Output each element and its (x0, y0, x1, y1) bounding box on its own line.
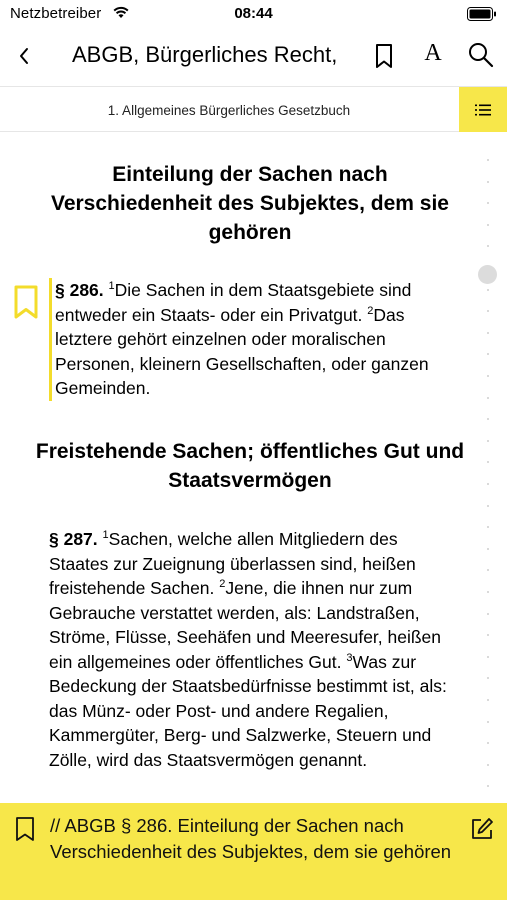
sentence-text: Jene, die ihnen nur zum Gebrauche verstattet werden, als: Landstraßen, Ströme, Flüsse, Seehäfen und Meeresufer, heißen ein allgemeines oder öffentliches Gut. (49, 578, 442, 672)
sentence-number: 3 (346, 651, 353, 664)
scroll-dot (487, 634, 489, 636)
sentence-text: Sachen, welche allen Mitgliedern des Staates zur Zueignung überlassen sind, heißen freistehende Sachen. (49, 529, 416, 598)
paragraph-286[interactable] (49, 278, 461, 401)
back-button[interactable] (14, 42, 34, 70)
status-bar (0, 0, 507, 28)
carrier-label: Netzbetreiber (10, 5, 102, 22)
toc-button[interactable] (459, 87, 507, 132)
scroll-dot (487, 289, 489, 291)
scroll-dot (487, 375, 489, 377)
scroll-dot (487, 569, 489, 571)
scroll-dot (487, 505, 489, 507)
paragraph-number: § 286. (55, 280, 104, 300)
scroll-dot (487, 461, 489, 463)
scroll-thumb[interactable] (478, 265, 497, 284)
scroll-dot (487, 483, 489, 485)
scroll-dot (487, 677, 489, 679)
sentence-number: 1 (108, 280, 115, 292)
sentence-text: Die Sachen in dem Staatsgebiete sind entweder ein Staats- oder ein Privatgut. (55, 280, 412, 325)
scroll-dot (487, 721, 489, 723)
search-icon[interactable] (466, 40, 496, 70)
scroll-dot (487, 613, 489, 615)
chapter-title[interactable]: 1. Allgemeines Bürgerliches Gesetzbuch (107, 103, 351, 118)
sentence-number: 2 (367, 304, 374, 317)
scroll-dot (487, 418, 489, 420)
nav-title: ABGB, Bürgerliches Recht, (72, 42, 338, 67)
scroll-dot (487, 202, 489, 204)
scroll-dot (487, 440, 489, 442)
chapter-bar (0, 86, 507, 132)
bookmark-icon[interactable] (14, 815, 36, 843)
scroll-dot (487, 785, 489, 787)
scroll-dot (487, 181, 489, 183)
font-size-button[interactable]: A (424, 40, 442, 66)
battery-icon (467, 7, 497, 21)
paragraph-bookmark-icon[interactable] (12, 284, 40, 320)
scroll-track[interactable] (478, 151, 498, 801)
current-reference-text[interactable]: // ABGB § 286. Einteilung der Sachen nach Verschiedenheit des Subjektes, dem sie gehören (50, 815, 452, 862)
scroll-dot (487, 353, 489, 355)
sentence-number: 2 (219, 578, 226, 590)
section-heading: Einteilung der Sachen nach Verschiedenheit des Subjektes, dem sie gehören (50, 163, 449, 244)
scroll-dot (487, 591, 489, 593)
scroll-dot (487, 224, 489, 226)
edit-icon[interactable] (469, 816, 495, 842)
paragraph-287[interactable] (49, 527, 461, 772)
sentence-text: Was zur Bedeckung der Staatsbedürfnisse bestimmt ist, als: das Münz- oder Post- und andere Regalien, Kammergüter, Berg- und Salzwerke, Steuern und Zölle, wird das Staatsvermögen genannt. (49, 651, 447, 770)
scroll-dot (487, 526, 489, 528)
section-heading: Freistehende Sachen; öffentliches Gut und Staatsvermögen (35, 440, 465, 492)
bookmark-icon[interactable] (372, 42, 396, 70)
list-icon (475, 104, 491, 116)
scroll-dot (487, 332, 489, 334)
scroll-dot (487, 310, 489, 312)
paragraph-number: § 287. (49, 529, 98, 549)
law-text-content[interactable] (0, 133, 507, 803)
scroll-dot (487, 656, 489, 658)
scroll-dot (487, 742, 489, 744)
scroll-dot (487, 159, 489, 161)
scroll-dot (487, 245, 489, 247)
scroll-dot (487, 764, 489, 766)
sentence-number: 1 (102, 529, 109, 541)
chevron-left-icon (18, 46, 30, 66)
scroll-dot (487, 548, 489, 550)
scroll-dot (487, 699, 489, 701)
sentence-text: Das letztere gehört einzelnen oder moralischen Personen, kleinern Gesellschaften, oder ganzen Gemeinden. (55, 304, 429, 398)
status-time: 08:44 (234, 5, 273, 22)
bottom-bar (0, 803, 507, 900)
scroll-dot (487, 397, 489, 399)
nav-bar (0, 28, 507, 84)
